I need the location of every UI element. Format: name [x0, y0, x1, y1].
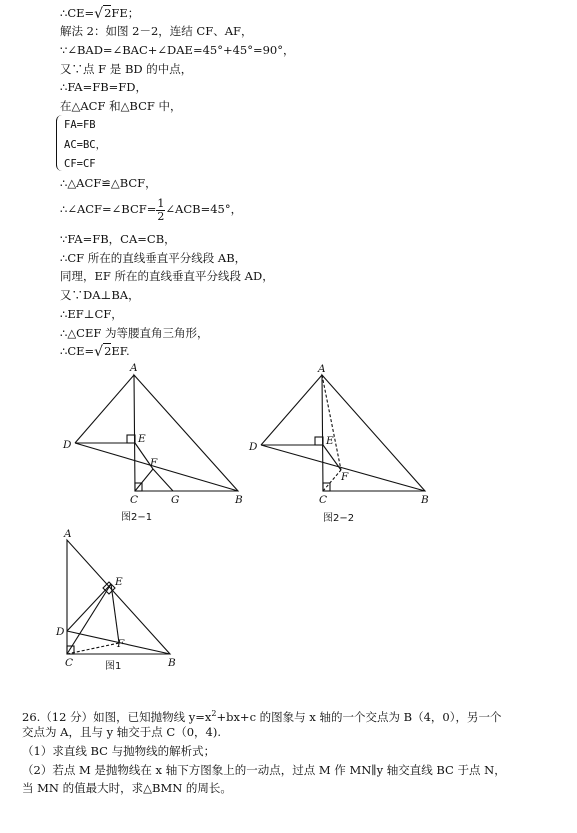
- figure-2-1: [55, 360, 255, 525]
- label-g: G: [171, 494, 180, 506]
- label-f: F: [117, 638, 125, 650]
- text: 26.（12 分）如图，已知抛物线 y=x: [22, 709, 212, 724]
- caption-fig-2-1: 图2−1: [121, 512, 153, 523]
- label-e: E: [138, 433, 146, 445]
- sqrt-expression: √2: [94, 344, 112, 360]
- line: 在△ACF 和△BCF 中，: [60, 99, 182, 113]
- label-b: B: [235, 494, 243, 506]
- label-a: A: [130, 362, 138, 374]
- label-a: A: [64, 528, 72, 540]
- label-e: E: [326, 435, 334, 447]
- label-b: B: [421, 494, 429, 506]
- line: ∴CF 所在的直线垂直平分线段 AB，: [60, 251, 247, 265]
- label-d: D: [56, 626, 65, 638]
- question-line-2: 交点为 A，且与 y 轴交于点 C（0，4).: [22, 725, 221, 739]
- figure-2-2: [245, 362, 440, 527]
- line: ∵FA=FB，CA=CB，: [60, 232, 176, 246]
- text: ∴CE=: [60, 344, 95, 358]
- caption-fig-2-2: 图2−2: [323, 513, 355, 524]
- figure-1: [55, 525, 190, 675]
- label-c: C: [130, 494, 139, 506]
- label-e: E: [115, 576, 123, 588]
- label-b: B: [168, 657, 176, 669]
- line: ∴△CEF 为等腰直角三角形，: [60, 326, 209, 340]
- system-eq-2: AC=BC，: [64, 139, 107, 151]
- line-ce-sqrt2-ef: [60, 344, 130, 358]
- text: ∴∠ACF=∠BCF=: [60, 202, 157, 216]
- label-c: C: [65, 657, 74, 669]
- system-brace: [56, 115, 63, 171]
- text: ∠ACB=45°，: [165, 202, 243, 216]
- question-part-2: （2）若点 M 是抛物线在 x 轴下方图象上的一动点，过点 M 作 MN∥y 轴交直线 BC 于点 N，: [22, 763, 506, 777]
- fraction-half: $\frac{1}{2}$: [157, 196, 165, 223]
- question-part-2-cont: 当 MN 的值最大时，求△BMN 的周长。: [22, 781, 232, 795]
- line-ce-sqrt2-fe: [60, 6, 139, 20]
- label-f: F: [341, 471, 349, 483]
- question-part-1: （1）求直线 BC 与抛物线的解析式；: [22, 744, 216, 758]
- line: ∴EF⊥CF，: [60, 307, 123, 321]
- system-eq-1: FA=FB: [64, 119, 96, 131]
- text: ∴CE=: [60, 6, 95, 20]
- line-angle-fraction: [60, 195, 242, 223]
- label-f: F: [150, 457, 158, 469]
- label-a: A: [318, 363, 326, 375]
- label-d: D: [249, 441, 258, 453]
- label-d: D: [63, 439, 72, 451]
- text: FE；: [111, 6, 140, 20]
- line: 解法 2：如图 2－2，连结 CF、AF，: [60, 24, 253, 38]
- line: ∴FA=FB=FD，: [60, 80, 148, 94]
- label-c: C: [319, 494, 328, 506]
- system-eq-3: CF=CF: [64, 158, 96, 170]
- text: EF.: [111, 344, 130, 358]
- superscript: 2: [211, 709, 217, 718]
- line: 同理，EF 所在的直线垂直平分线段 AD，: [60, 269, 274, 283]
- line: 又∵DA⊥BA，: [60, 288, 140, 302]
- caption-fig-1: 图1: [105, 661, 122, 672]
- line: ∴△ACF≌△BCF，: [60, 176, 157, 190]
- question-line-1: [22, 705, 501, 726]
- line: ∵∠BAD=∠BAC+∠DAE=45°+45°=90°，: [60, 43, 295, 57]
- line: 又∵点 F 是 BD 的中点，: [60, 62, 193, 76]
- text: +bx+c 的图象与 x 轴的一个交点为 B（4，0），另一个: [216, 709, 502, 724]
- sqrt-expression: √2: [94, 6, 112, 22]
